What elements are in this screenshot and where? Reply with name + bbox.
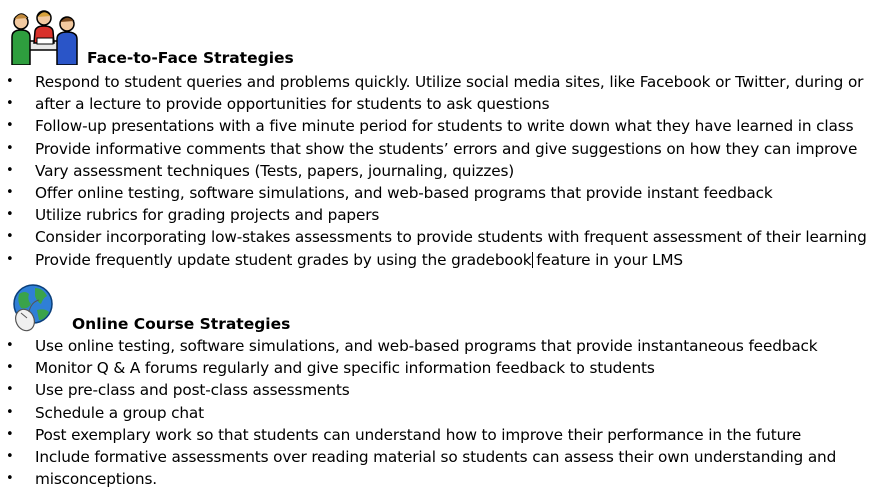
list-item: • Use pre-class and post-class assessments xyxy=(0,379,887,401)
list-item: • Schedule a group chat xyxy=(0,402,887,424)
face-to-face-heading: Face-to-Face Strategies xyxy=(87,49,294,67)
list-item: • Offer online testing, software simulations, and web-based programs that provide instant feedback xyxy=(0,182,887,204)
list-item-text: after a lecture to provide opportunities for students to ask questions xyxy=(35,95,550,114)
list-item: • Follow-up presentations with a five minute period for students to write down what they have learned in class xyxy=(0,115,887,137)
list-item-continuation xyxy=(0,468,887,490)
list-item: • Provide informative comments that show the students’ errors and give suggestions on how they can improve xyxy=(0,138,887,160)
list-item: • Use online testing, software simulations, and web-based programs that provide instantaneous feedback xyxy=(0,335,887,357)
list-item: • Monitor Q & A forums regularly and give specific information feedback to students xyxy=(0,357,887,379)
list-item: • Include formative assessments over reading material so students can assess their own understanding and xyxy=(0,446,887,468)
list-item-text-before-cursor: Provide frequently update student grades by using the gradebook xyxy=(35,250,532,269)
face-to-face-list xyxy=(0,71,887,271)
list-item: • Respond to student queries and problems quickly. Utilize social media sites, like Facebook or Twitter, during or xyxy=(0,71,887,93)
list-item-continuation xyxy=(0,93,887,115)
online-list xyxy=(0,335,887,490)
people-group-icon xyxy=(9,5,79,65)
list-item[interactable] xyxy=(0,249,887,271)
list-item: • Utilize rubrics for grading projects and papers xyxy=(0,204,887,226)
list-item: • Consider incorporating low-stakes assessments to provide students with frequent assessment of their learning xyxy=(0,226,887,248)
globe-mouse-icon xyxy=(9,282,59,332)
online-heading: Online Course Strategies xyxy=(72,315,291,333)
list-item: • Post exemplary work so that students can understand how to improve their performance in the future xyxy=(0,424,887,446)
list-item: • Vary assessment techniques (Tests, papers, journaling, quizzes) xyxy=(0,160,887,182)
list-item-text-after-cursor: feature in your LMS xyxy=(531,250,683,269)
list-item-text: misconceptions. xyxy=(35,470,157,489)
